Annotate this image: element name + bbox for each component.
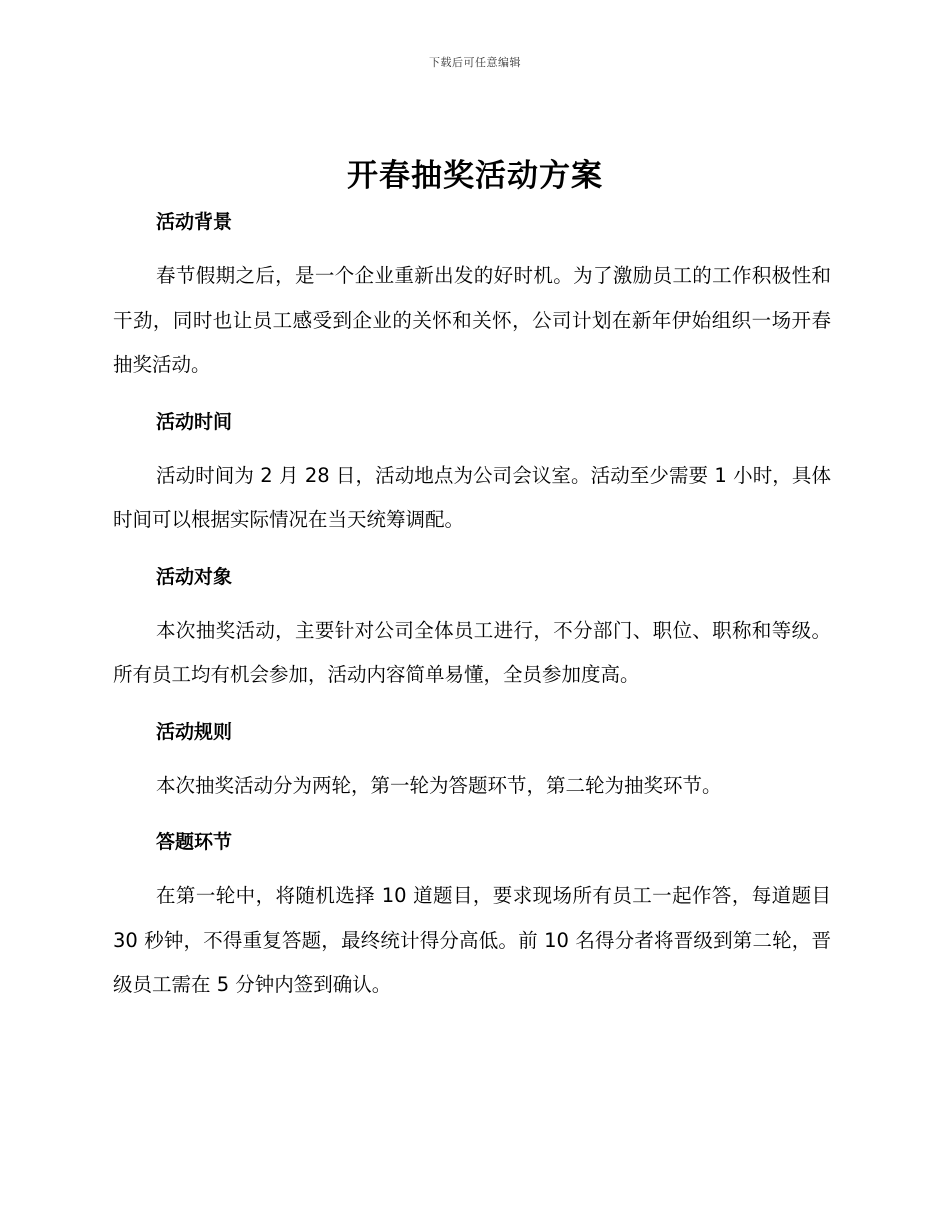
section-paragraph: 春节假期之后，是一个企业重新出发的好时机。为了激励员工的工作积极性和干劲，同时也让员工感受到企业的关怀和关怀，公司计划在新年伊始组织一场开春抽奖活动。 <box>113 264 831 376</box>
section-heading: 活动规则 <box>156 720 233 743</box>
section-background <box>113 200 831 400</box>
section-heading: 答题环节 <box>156 831 233 853</box>
section-paragraph: 活动时间为 2 月 28 日，活动地点为公司会议室。活动至少需要 1 小时，具体时间可以根据实际情况在当天统筹调配。 <box>113 463 831 531</box>
document-title: 开春抽奖活动方案 <box>347 158 603 194</box>
section-heading: 活动对象 <box>156 565 233 588</box>
header-note: 下载后可任意编辑 <box>429 56 521 69</box>
section-paragraph: 在第一轮中，将随机选择 10 道题目，要求现场所有员工一起作答，每道题目 30 秒钟，不得重复答题，最终统计得分高低。前 10 名得分者将晋级到第二轮，晋级员工需在 5 分钟内签到确认。 <box>113 884 831 996</box>
section-rules <box>113 710 831 821</box>
section-paragraph: 本次抽奖活动，主要针对公司全体员工进行，不分部门、职位、职称和等级。所有员工均有机会参加，活动内容简单易懂，全员参加度高。 <box>113 618 831 686</box>
section-heading: 活动背景 <box>156 211 233 233</box>
section-quiz <box>113 820 831 1008</box>
document-body <box>113 200 831 1008</box>
section-paragraph: 本次抽奖活动分为两轮，第一轮为答题环节，第二轮为抽奖环节。 <box>156 773 722 797</box>
section-heading: 活动时间 <box>156 410 233 433</box>
section-audience <box>113 555 831 710</box>
section-time <box>113 400 831 555</box>
